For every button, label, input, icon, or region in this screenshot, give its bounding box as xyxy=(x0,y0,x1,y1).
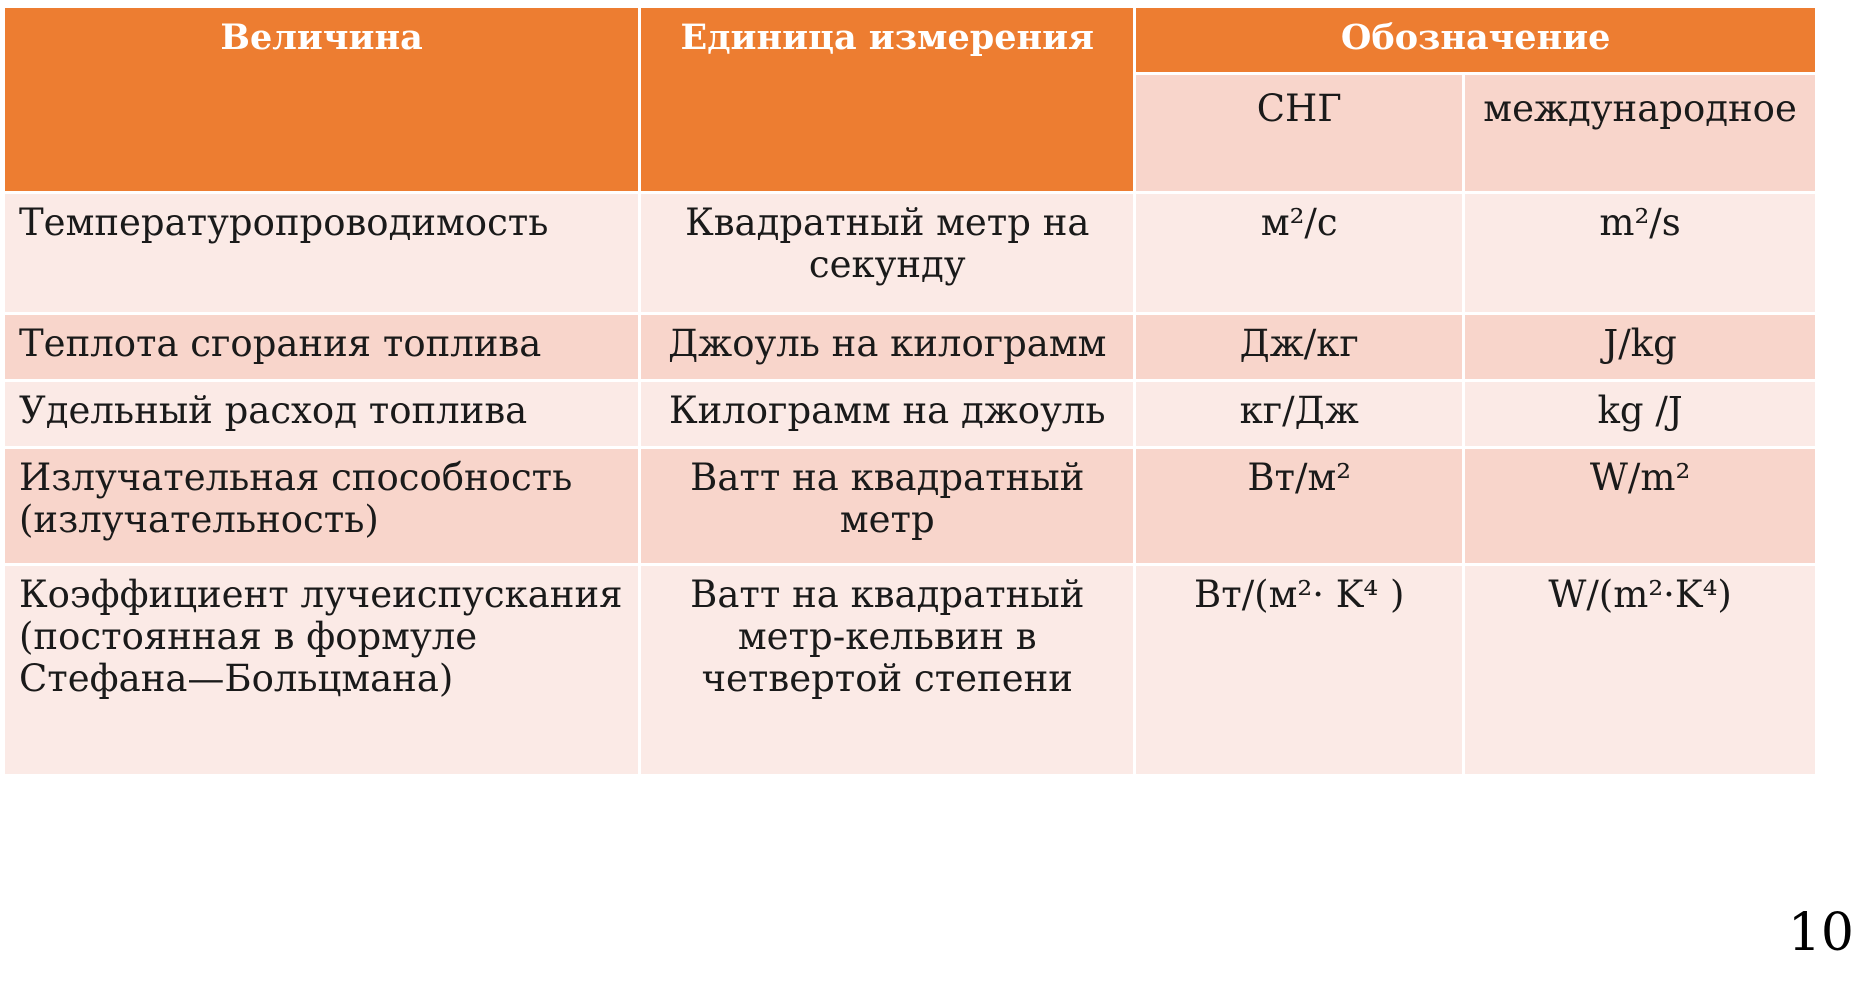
cell-quantity: Теплота сгорания топлива xyxy=(4,314,640,381)
cell-international: W/m² xyxy=(1464,448,1817,565)
header-unit: Единица измерения xyxy=(640,7,1135,193)
header-quantity: Величина xyxy=(4,7,640,193)
cell-quantity: Коэффициент лучеиспускания (постоянная в формуле Стефана—Больцмана) xyxy=(4,565,640,776)
units-table xyxy=(2,5,1818,777)
cell-unit: Килограмм на джоуль xyxy=(640,381,1135,448)
table-row xyxy=(4,381,1817,448)
cell-international: m²/s xyxy=(1464,193,1817,314)
cell-cis: м²/с xyxy=(1135,193,1464,314)
cell-quantity: Удельный расход топлива xyxy=(4,381,640,448)
table-row xyxy=(4,314,1817,381)
cell-unit: Ватт на квадратный метр-кельвин в четвертой степени xyxy=(640,565,1135,776)
cell-cis: Вт/м² xyxy=(1135,448,1464,565)
cell-quantity: Температуропроводимость xyxy=(4,193,640,314)
cell-unit: Ватт на квадратный метр xyxy=(640,448,1135,565)
header-cis: СНГ xyxy=(1135,74,1464,193)
cell-unit: Квадратный метр на секунду xyxy=(640,193,1135,314)
header-international: международное xyxy=(1464,74,1817,193)
page-number: 10 xyxy=(1787,903,1854,963)
cell-cis: Вт/(м²· K⁴ ) xyxy=(1135,565,1464,776)
header-designation: Обозначение xyxy=(1135,7,1817,74)
table-row xyxy=(4,565,1817,776)
cell-international: J/kg xyxy=(1464,314,1817,381)
cell-quantity: Излучательная способность (излучательность) xyxy=(4,448,640,565)
table-row xyxy=(4,448,1817,565)
cell-international: kg /J xyxy=(1464,381,1817,448)
cell-international: W/(m²·K⁴) xyxy=(1464,565,1817,776)
cell-cis: кг/Дж xyxy=(1135,381,1464,448)
cell-cis: Дж/кг xyxy=(1135,314,1464,381)
cell-unit: Джоуль на килограмм xyxy=(640,314,1135,381)
table-row xyxy=(4,193,1817,314)
